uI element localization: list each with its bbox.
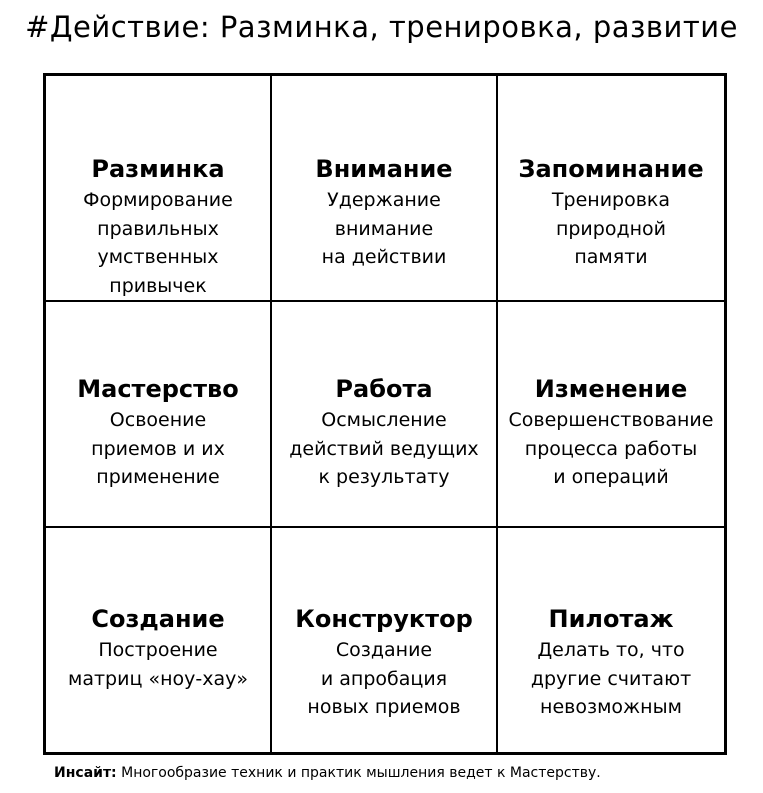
page-title: #Действие: Разминка, тренировка, развитие <box>25 10 738 44</box>
cell-rabota <box>272 302 498 528</box>
cell-description: Создание и апробация новых приемов <box>307 639 461 718</box>
cell-title: Запоминание <box>518 155 704 183</box>
cell-title: Создание <box>91 605 225 633</box>
cell-izmenenie <box>498 302 724 528</box>
cell-title: Мастерство <box>77 375 239 403</box>
cell-zapominanie <box>498 76 724 302</box>
cell-title: Работа <box>335 375 433 403</box>
cell-description: Построение матриц «ноу-хау» <box>68 639 248 690</box>
cell-title: Пилотаж <box>548 605 674 633</box>
insight-label: Инсайт: <box>54 765 117 781</box>
cell-title: Изменение <box>534 375 688 403</box>
cell-title: Конструктор <box>295 605 473 633</box>
cell-konstruktor <box>272 528 498 752</box>
cell-vnimanie <box>272 76 498 302</box>
matrix-grid <box>43 73 727 755</box>
cell-title: Разминка <box>91 155 225 183</box>
cell-description: Совершенствование процесса работы и операций <box>508 409 714 488</box>
cell-description: Удержание внимание на действии <box>321 189 447 268</box>
cell-description: Формирование правильных умственных привычек <box>83 189 233 297</box>
cell-title: Внимание <box>315 155 453 183</box>
insight-text: Многообразие техник и практик мышления ведет к Мастерству. <box>116 765 601 781</box>
cell-razminka <box>46 76 272 302</box>
cell-sozdanie <box>46 528 272 752</box>
cell-pilotazh <box>498 528 724 752</box>
cell-description: Осмысление действий ведущих к результату <box>289 409 479 488</box>
cell-masterstvo <box>46 302 272 528</box>
cell-description: Тренировка природной памяти <box>551 189 671 268</box>
insight-footnote <box>54 765 601 781</box>
cell-description: Освоение приемов и их применение <box>91 409 225 488</box>
cell-description: Делать то, что другие считают невозможным <box>530 639 692 718</box>
